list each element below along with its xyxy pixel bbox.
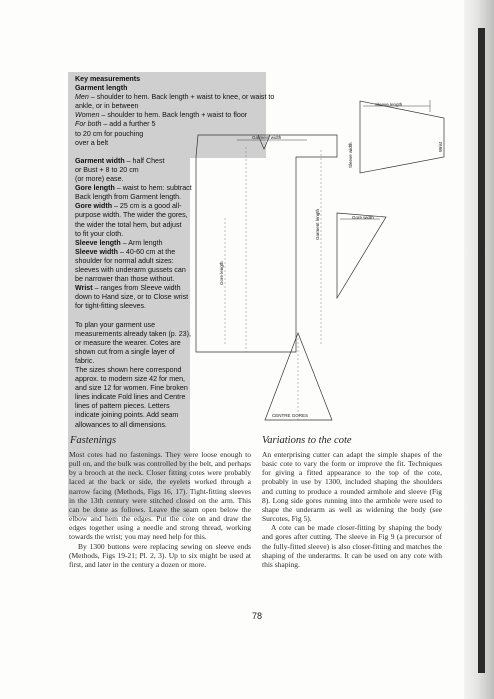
gore-width-label-diagram: Gore width — [352, 215, 374, 220]
sleeve-width-label-diagram: Sleeve width — [348, 142, 353, 168]
sleeve-width-text-3: sleeves with underarm gussets can — [75, 265, 186, 274]
garment-width-label-diagram: Garment width — [252, 135, 282, 140]
gore-width-text: – 25 cm is a good all- — [112, 202, 182, 211]
left-column-body — [69, 450, 251, 569]
both-text-3: over a belt — [75, 138, 109, 147]
sizes-text-7: allowances to all dimensions. — [75, 420, 167, 429]
variations-paragraph-1: An enterprising cutter can adapt the simple shapes of the basic cote to vary the form or improve the fit. Techniques for giving a fitted appearance to the top of the cote, probably in use by 1300, included shaping the shoulders and cutting to produce a rounded armhole and sleeve (Fig 8). Long side gores running into the armhole were used to shape the underarm as well as widening the body (see Surcotes, Fig 5). — [262, 450, 442, 524]
sizes-text-1: The sizes shown here correspond — [75, 366, 182, 374]
both-text: – add a further 5 — [101, 120, 156, 129]
fastenings-paragraph-2: By 1300 buttons were replacing sewing on sleeve ends (Methods, Figs 19-21; Pl. 2, 3). Up to six might be used at first, and later in the century a dozen or more. — [69, 541, 251, 569]
gore-width-text-2: purpose width. The wider the gores, — [75, 211, 188, 220]
men-text-2: ankle, or in between — [75, 102, 139, 111]
sleeve-width-label: Sleeve width — [75, 247, 118, 256]
wrist-label: Wrist — [75, 284, 93, 293]
garment-length-label-diagram: Garment length — [315, 208, 320, 240]
wrist-label-diagram: Wrist — [438, 141, 443, 152]
women-label: Women — [75, 111, 100, 120]
sleeve-piece — [360, 101, 444, 173]
men-text: – shoulder to hem. Back length + waist to knee, or waist to — [88, 93, 275, 102]
gore-width-text-3: the wider the total hem, but adjust — [75, 220, 182, 229]
wrist-text-3: for tight-fitting sleeves. — [75, 302, 146, 311]
garment-width-text-2: or Bust + 8 to 20 cm — [75, 165, 139, 174]
wrist-text-2: down to Hand size, or to Close wrist — [75, 293, 189, 302]
garment-width-label: Garment width — [75, 156, 125, 165]
gore-width-piece — [337, 213, 386, 298]
sizes-text-6: indicate joining points. Add seam — [75, 411, 179, 420]
variations-paragraph-2: A cote can be made closer-fitting by shaping the body and gores after cutting. The sleeve in Fig 9 (a precursor of the fully-fitted sleeve) is also closer-fitting and matches the shaping of the underarms. It can be used on any cote with this shaping. — [262, 523, 442, 569]
plan-text-2: measurements already taken (p. 23), — [75, 329, 191, 338]
centre-gores-label: CENTRE GORES — [272, 413, 309, 418]
garment-length-heading: Garment length — [75, 84, 128, 93]
sizes-text-4: lines indicate Fold lines and Centre — [75, 393, 186, 402]
gore-width-text-4: to fit your cloth. — [75, 229, 124, 238]
gore-width-label: Gore width — [75, 202, 113, 211]
centre-gore-piece — [265, 333, 332, 420]
gore-length-text: – waist to hem: subtract — [114, 184, 192, 193]
sizes-text-5: lines of pattern pieces. Letters — [75, 402, 170, 411]
sleeve-length-label: Sleeve length — [75, 238, 121, 247]
plan-text-1: To plan your garment use — [75, 320, 156, 329]
notes-title: Key measurements — [75, 75, 141, 83]
sizes-text-3: and size 12 for women. Fine broken — [75, 384, 188, 393]
sleeve-length-label-diagram: Sleeve length — [375, 102, 403, 107]
sleeve-width-text-4: be narrower than those without. — [75, 275, 175, 284]
plan-text-3: or measure the wearer. Cotes are — [75, 338, 181, 347]
both-label: For both — [75, 120, 102, 129]
variations-heading: Variations to the cote — [262, 435, 352, 446]
plan-text-4: shown cut from a single layer of — [75, 347, 175, 356]
gore-length-label-diagram: Gore length — [219, 261, 224, 285]
sleeve-length-text: – Arm length — [120, 238, 163, 247]
sizes-text-2: approx. to modern size 42 for men, — [75, 375, 186, 384]
sleeve-width-text: – 40-60 cm at the — [117, 247, 176, 256]
fastenings-paragraph-1: Most cotes had no fastenings. They were loose enough to pull on, and the bulk was controlled by the belt, and perhaps by a brooch at the neck. Closer fitting cotes were probably laced at the back or side, the eyelets worked through a narrow facing (Methods, Figs 16, 17). Tight-fitting sleeves in the 13th century were stitched closed on the arm. This can be done as follows. Leave the seam open below the elbow and hem the edges. Put the cote on and draw the edges together using a needle and strong thread, working towards the wrist; you may need help for this. — [69, 450, 251, 542]
women-text: – shoulder to hem. Back length + waist to floor — [99, 111, 248, 120]
cote-body-outline — [196, 135, 337, 352]
sleeve-width-text-2: shoulder for normal adult sizes: — [75, 256, 174, 265]
fastenings-heading: Fastenings — [70, 435, 117, 446]
gore-length-label: Gore length — [75, 184, 115, 193]
garment-width-text: – half Chest — [124, 156, 165, 165]
plan-text-5: fabric. — [75, 356, 95, 365]
garment-width-text-3: (or more) ease. — [75, 175, 124, 184]
both-text-2: to 20 cm for pouching — [75, 129, 144, 138]
gore-length-text-2: Back length from Garment length. — [75, 193, 182, 202]
right-column-body — [262, 450, 442, 569]
page-number: 78 — [252, 611, 263, 621]
men-label: Men — [75, 93, 89, 102]
wrist-text: – ranges from Sleeve width — [92, 284, 181, 293]
